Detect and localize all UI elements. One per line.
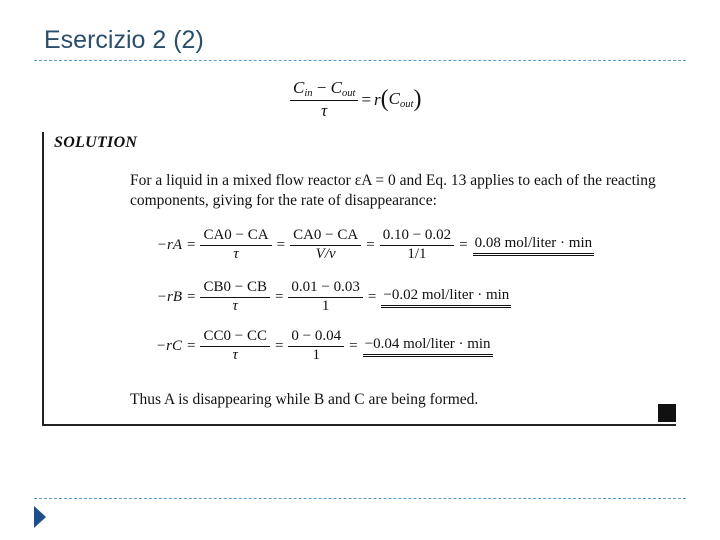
rate-label-b: −rB bbox=[156, 288, 182, 305]
design-equation-numerator: $C_{in} - C_{out}$ bbox=[290, 79, 358, 101]
rate-result-c: −0.04 mol/liter · min bbox=[363, 336, 493, 357]
fraction-b-numeric: $\frac{0.01 - 0.03}{1}$ bbox=[288, 280, 362, 315]
footer-divider bbox=[34, 498, 686, 499]
rate-label-c: −rC bbox=[156, 337, 182, 354]
solution-heading: SOLUTION bbox=[54, 134, 138, 151]
solution-excerpt bbox=[42, 132, 676, 426]
fraction-c-numeric: $\frac{0 - 0.04}{1}$ bbox=[288, 329, 344, 364]
rate-equation-a: −rA = $\frac{CA0 - CA}{\tau}$ = $\frac{CA0 - CA}{V/v}$ = $\frac{0.10 - 0.02}{1/1}$ = 0.08 mol/liter · min bbox=[130, 228, 594, 263]
solution-conclusion: Thus A is disappearing while B and C are being formed. bbox=[130, 391, 479, 408]
rate-equation-b: −rB = $\frac{CB0 - CB}{\tau}$ = $\frac{0.01 - 0.03}{1}$ = −0.02 mol/liter · min bbox=[130, 280, 511, 315]
rate-result-a: 0.08 mol/liter · min bbox=[473, 235, 595, 256]
fraction-a-definition: $\frac{CA0 - CA}{\tau}$ bbox=[200, 228, 271, 263]
design-equation-equals: = bbox=[361, 89, 372, 109]
rate-result-b: −0.02 mol/liter · min bbox=[381, 287, 511, 308]
title-divider bbox=[34, 60, 686, 61]
next-slide-arrow-icon[interactable] bbox=[34, 506, 46, 528]
fraction-b-definition: $\frac{CB0 - CB}{\tau}$ bbox=[200, 280, 269, 315]
slide-title: Esercizio 2 (2) bbox=[44, 26, 204, 54]
fraction-a-volume: $\frac{CA0 - CA}{V/v}$ bbox=[290, 228, 361, 263]
rate-label-a: −rA bbox=[156, 236, 182, 253]
solution-intro: For a liquid in a mixed flow reactor εA = 0 and Eq. 13 applies to each of the reacting components, giving for the rate of disappearance: bbox=[130, 172, 656, 209]
fraction-a-numeric: $\frac{0.10 - 0.02}{1/1}$ bbox=[380, 228, 454, 263]
design-equation: $\frac{C_{in} - C_{out}}{\tau}$ = r ( $C_{out}$ ) bbox=[290, 79, 421, 120]
design-equation-fraction bbox=[290, 79, 358, 120]
design-equation-denominator: τ bbox=[321, 101, 328, 121]
rate-argument: $C_{out}$ bbox=[388, 88, 414, 111]
fraction-c-definition: $\frac{CC0 - CC}{\tau}$ bbox=[200, 329, 269, 364]
rate-symbol: r bbox=[374, 89, 381, 109]
rate-equation-c: −rC = $\frac{CC0 - CC}{\tau}$ = $\frac{0 - 0.04}{1}$ = −0.04 mol/liter · min bbox=[130, 329, 493, 364]
end-of-solution-mark bbox=[658, 404, 676, 422]
